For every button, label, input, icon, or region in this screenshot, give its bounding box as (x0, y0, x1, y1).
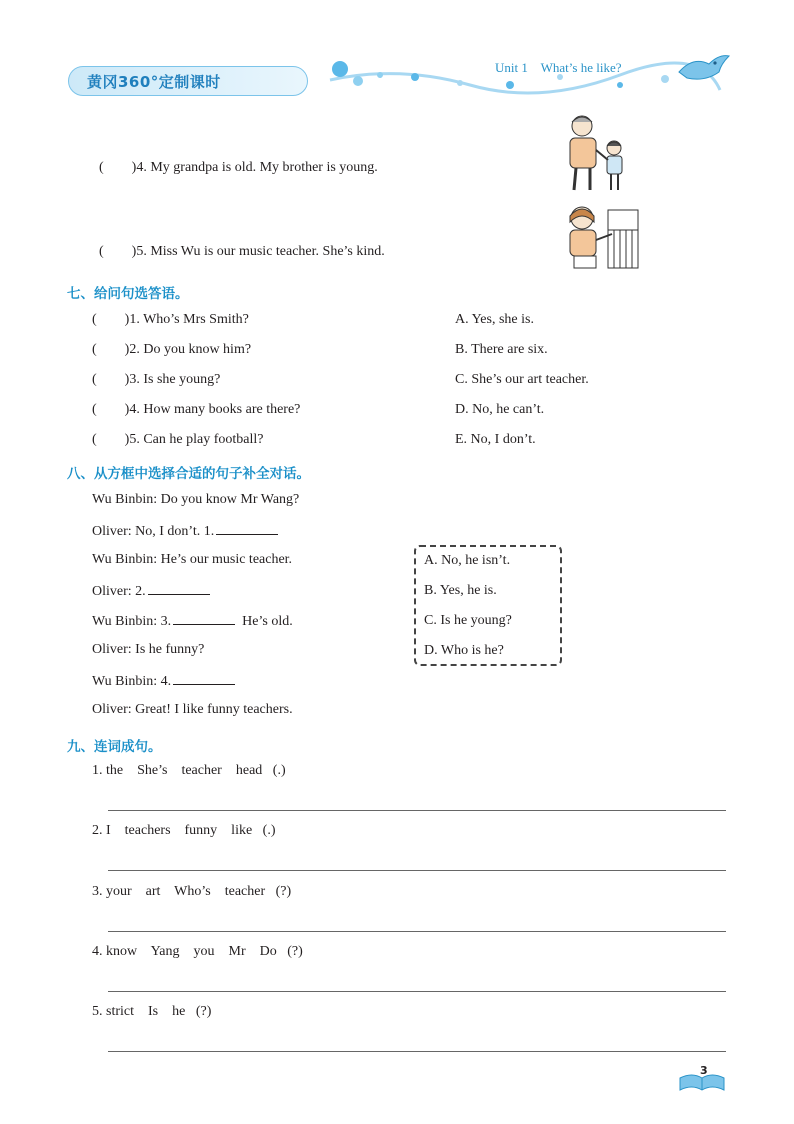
dialogue-text: Wu Binbin: He’s our music teacher. (92, 552, 293, 567)
picture-item-text: 5. Miss Wu is our music teacher. She’s kind. (136, 244, 385, 259)
brand-title: 黄冈360°定制课时 (87, 73, 221, 91)
dialogue-text: Oliver: 2. (92, 584, 146, 599)
answer-line[interactable] (108, 991, 726, 992)
dialogue-line (92, 702, 293, 718)
dialogue-line (92, 492, 299, 508)
answer-paren[interactable]: ( ) (99, 244, 137, 259)
answer-paren[interactable]: ( ) (99, 160, 137, 175)
answer-option: D. No, he can’t. (455, 402, 545, 417)
option-b: B. Yes, he is. (424, 583, 497, 598)
question-text: 5. Can he play football? (129, 432, 264, 447)
answer-blank-4[interactable] (173, 672, 235, 685)
question-text: 1. Who’s Mrs Smith? (129, 312, 249, 327)
unit-title: Unit 1 What’s he like? (495, 60, 622, 75)
question-row (92, 372, 220, 388)
answer-option: C. She’s our art teacher. (455, 372, 589, 387)
word-order-item: 5. strict Is he (?) (92, 1004, 212, 1019)
question-row (92, 432, 263, 448)
dialogue-text: Wu Binbin: 3. (92, 614, 172, 629)
dialogue-text: Wu Binbin: Do you know Mr Wang? (92, 492, 300, 507)
question-row (92, 312, 249, 328)
dialogue-text: Wu Binbin: 4. (92, 674, 172, 689)
word-order-item: 1. the She’s teacher head (.) (92, 763, 286, 778)
answer-paren[interactable]: ( ) (92, 432, 130, 447)
answer-blank-3[interactable] (173, 612, 235, 625)
dialogue-line (92, 642, 204, 658)
dialogue-line (92, 552, 292, 568)
dialogue-line (92, 522, 278, 540)
question-text: 3. Is she young? (129, 372, 221, 387)
answer-line[interactable] (108, 1051, 726, 1052)
answer-option: E. No, I don’t. (455, 432, 536, 447)
word-order-item: 3. your art Who’s teacher (?) (92, 884, 292, 899)
answer-line[interactable] (108, 870, 726, 871)
picture-item-text: 4. My grandpa is old. My brother is young. (136, 160, 378, 175)
answer-line[interactable] (108, 810, 726, 811)
grandpa-and-boy-illustration (560, 110, 640, 194)
dialogue-text-after: He’s old. (235, 614, 293, 629)
answer-option: B. There are six. (455, 342, 548, 357)
option-c: C. Is he young? (424, 613, 512, 628)
answer-blank-2[interactable] (148, 582, 210, 595)
answer-blank-1[interactable] (216, 522, 278, 535)
bird-icon (675, 50, 731, 86)
option-a: A. No, he isn’t. (424, 553, 511, 568)
dialogue-text: Oliver: Great! I like funny teachers. (92, 702, 293, 717)
dialogue-text: Oliver: No, I don’t. 1. (92, 524, 215, 539)
question-text: 2. Do you know him? (129, 342, 252, 357)
answer-paren[interactable]: ( ) (92, 312, 130, 327)
option-d: D. Who is he? (424, 643, 504, 658)
question-text: 4. How many books are there? (129, 402, 301, 417)
page-number: 3 (700, 1064, 708, 1077)
section-9-title: 九、连词成句。 (67, 739, 162, 755)
dialogue-line (92, 582, 210, 600)
picture-item (92, 228, 385, 260)
answer-line[interactable] (108, 931, 726, 932)
answer-paren[interactable]: ( ) (92, 372, 130, 387)
brand-banner (68, 66, 308, 96)
answer-paren[interactable]: ( ) (92, 402, 130, 417)
word-order-item: 4. know Yang you Mr Do (?) (92, 944, 303, 959)
question-row (92, 402, 300, 418)
dialogue-line (92, 612, 293, 630)
picture-item (92, 144, 378, 176)
section-7-title: 七、给问句选答语。 (67, 286, 189, 302)
answer-option: A. Yes, she is. (455, 312, 534, 327)
teacher-at-piano-illustration (560, 200, 644, 272)
section-8-title: 八、从方框中选择合适的句子补全对话。 (67, 466, 310, 482)
dialogue-line (92, 672, 235, 690)
question-row (92, 342, 251, 358)
dialogue-text: Oliver: Is he funny? (92, 642, 205, 657)
word-order-item: 2. I teachers funny like (.) (92, 823, 276, 838)
answer-paren[interactable]: ( ) (92, 342, 130, 357)
options-box (414, 545, 562, 666)
